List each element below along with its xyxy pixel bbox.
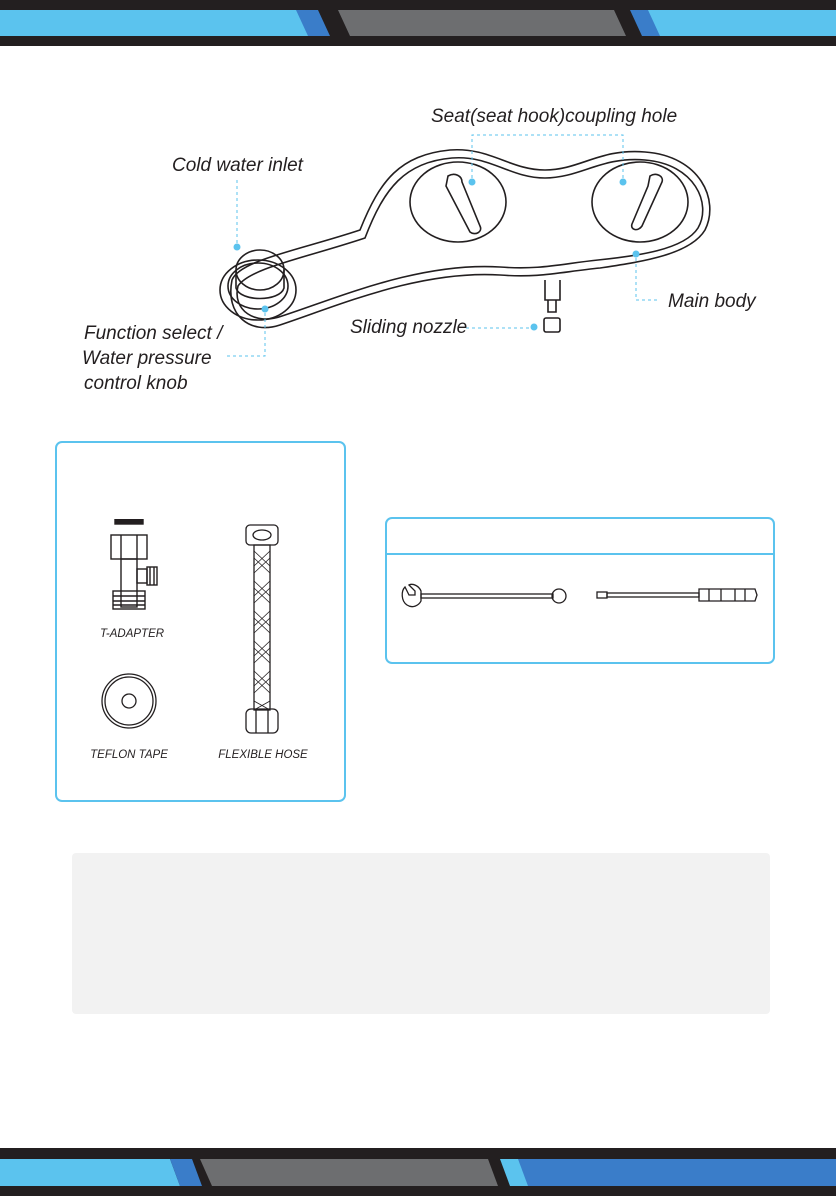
teflon-tape-caption: TEFLON TAPE	[90, 749, 168, 761]
t-adapter-caption: T-ADAPTER	[99, 628, 165, 640]
main-body-dot	[633, 251, 640, 258]
knob-label-line3: control knob	[84, 373, 188, 394]
main-body-label: Main body	[668, 291, 756, 312]
cold-water-inlet-label: Cold water inlet	[172, 155, 303, 176]
inlet-dot	[234, 244, 241, 251]
seat-coupling-hole-label: Seat(seat hook)coupling hole	[431, 106, 678, 127]
screwdriver-icon	[595, 583, 759, 607]
seat-hole-left-dot	[469, 179, 476, 186]
flexible-hose-icon	[240, 521, 284, 741]
note-box	[72, 853, 770, 1014]
tools-panel	[385, 517, 775, 664]
top-banner	[0, 0, 836, 46]
bottom-banner	[0, 1148, 836, 1196]
tools-panel-divider	[387, 553, 773, 555]
t-adapter-icon	[101, 519, 171, 619]
accessories-panel	[55, 441, 346, 802]
nozzle-dot	[531, 324, 538, 331]
sliding-nozzle-label: Sliding nozzle	[350, 317, 468, 338]
knob-label-line1: Function select /	[84, 323, 223, 344]
knob-label-line2: Water pressure	[82, 348, 212, 369]
teflon-tape-icon	[99, 671, 159, 731]
seat-hole-right-dot	[620, 179, 627, 186]
flexible-hose-caption: FLEXIBLE HOSE	[218, 749, 308, 761]
knob-dot	[262, 306, 269, 313]
wrench-icon	[401, 581, 571, 611]
